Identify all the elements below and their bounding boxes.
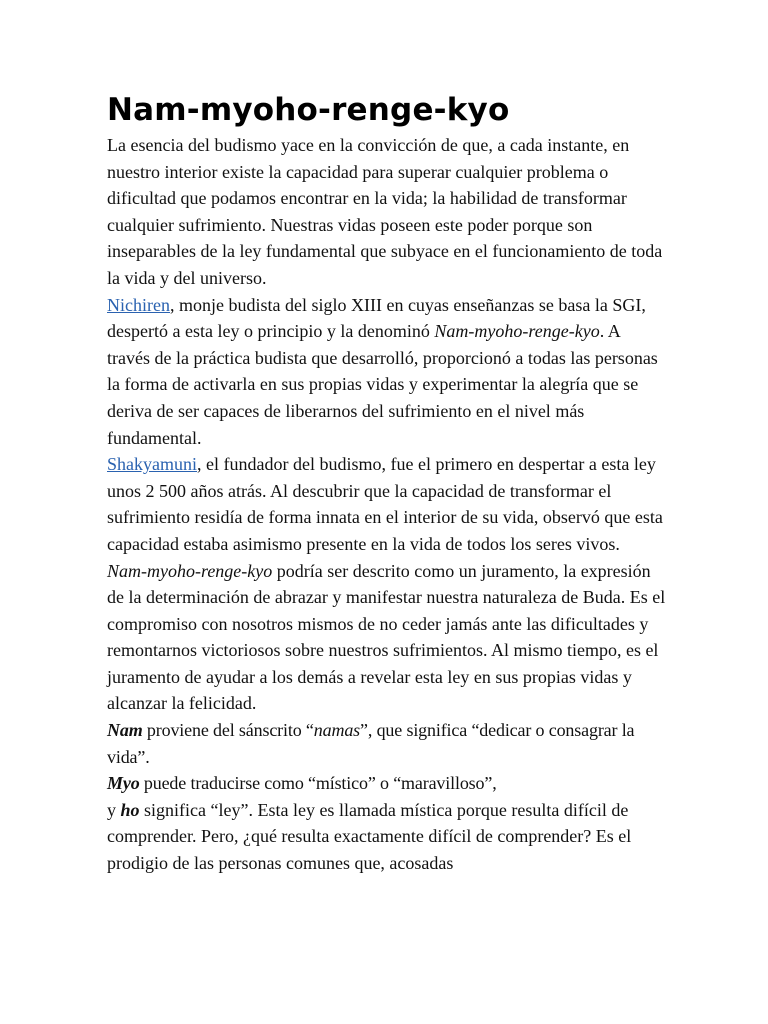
shakyamuni-link[interactable]: Shakyamuni <box>107 454 197 475</box>
term-ho: ho <box>120 799 140 820</box>
term-namas: namas <box>313 720 361 741</box>
paragraph-nichiren-emphasis: Nam-myoho-renge-kyo <box>434 321 600 342</box>
paragraph-vow-text: podría ser descrito como un juramento, la expresión de la determinación de abrazar y manifestar nuestra naturaleza de Buda. Es el compromiso con nosotros mismos de no ceder jamás ante las dificultades y remontarnos victoriosos sobre nuestros sufrimientos. Al mismo tiempo, es el juramento de ayudar a los demás a revelar esta ley en sus propias vidas y alcanzar la felicidad. <box>107 560 666 714</box>
paragraph-shakyamuni-text: , el fundador del budismo, fue el primero en despertar a esta ley unos 2 500 años atrás. Al descubrir que la capacidad de transformar el sufrimiento residía de forma innata en el interior de su vida, observó que esta capacidad estaba asimismo presente en la vida de todos los seres vivos. <box>107 454 663 554</box>
paragraph-shakyamuni <box>107 451 667 557</box>
paragraph-ho <box>107 797 667 877</box>
paragraph-nichiren-text-a: , monje budista del siglo XIII en cuyas enseñanzas se basa la SGI, despertó a esta ley o principio y la denominó <box>107 294 646 342</box>
paragraph-intro: La esencia del budismo yace en la convicción de que, a cada instante, en nuestro interior existe la capacidad para superar cualquier problema o dificultad que podamos encontrar en la vida; la habilidad de transformar cualquier sufrimiento. Nuestras vidas poseen este poder porque son inseparables de la ley fundamental que subyace en el funcionamiento de toda la vida y del universo. <box>107 135 663 288</box>
paragraph-nam-text-b: ”, que significa “dedicar o consagrar la vida”. <box>107 720 635 767</box>
paragraph-nichiren-text-b: . A través de la práctica budista que desarrolló, proporcionó a todas las personas la forma de activarla en sus propias vidas y experimentar la alegría que se deriva de ser capaces de liberarnos del sufrimiento en el nivel más fundamental. <box>107 321 658 448</box>
paragraph-vow <box>107 558 667 718</box>
term-myo: Myo <box>107 773 140 794</box>
paragraph-myo <box>107 770 667 797</box>
document-page <box>107 88 667 877</box>
paragraph-ho-text: significa “ley”. Esta ley es llamada mística porque resulta difícil de comprender. Pero, ¿qué resulta exactamente difícil de comprender? Es el prodigio de las personas comunes que, acosadas <box>107 799 632 874</box>
paragraph-nam <box>107 717 667 770</box>
paragraph-nam-text-a: proviene del sánscrito “ <box>142 720 314 741</box>
term-nam: Nam <box>107 720 143 741</box>
paragraph-myo-text: puede traducirse como “místico” o “maravilloso”, <box>139 773 497 794</box>
paragraph-ho-pre: y <box>107 799 121 820</box>
nichiren-link[interactable]: Nichiren <box>107 294 170 315</box>
paragraph-vow-emphasis: Nam-myoho-renge-kyo <box>107 560 273 581</box>
article-body <box>107 132 667 877</box>
page-title: Nam-myoho-renge-kyo <box>107 92 510 128</box>
paragraph-nichiren <box>107 292 667 452</box>
